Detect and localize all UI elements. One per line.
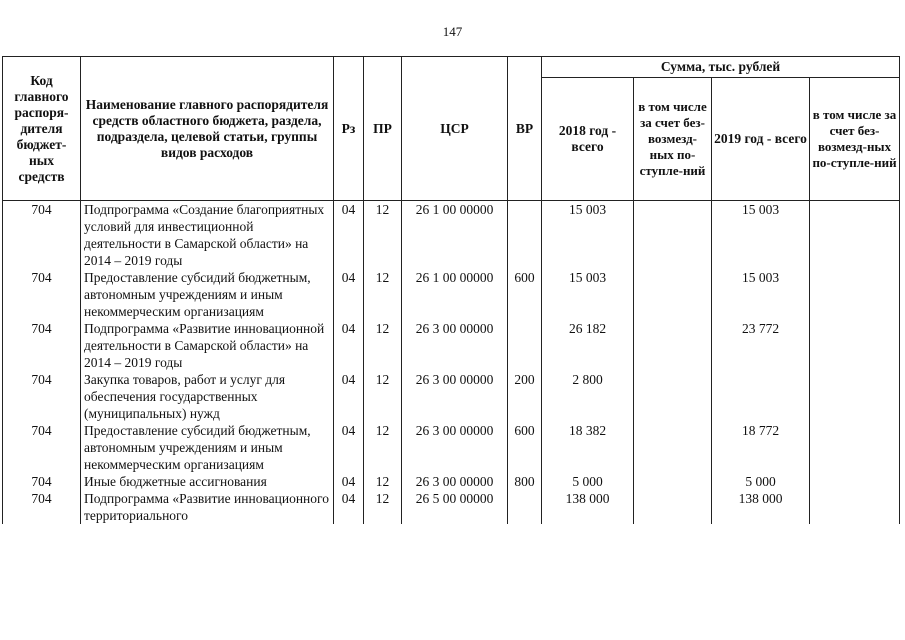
header-csr: ЦСР: [402, 57, 508, 201]
header-2018-total: 2018 год - всего: [542, 78, 634, 201]
row-rz: 04: [334, 269, 364, 320]
row-csr: 26 3 00 00000: [402, 320, 508, 371]
row-name: Подпрограмма «Создание благоприятных условий для инвестиционной деятельности в Самарской области» на 2014 – 2019 годы: [81, 201, 334, 270]
page-number: 147: [442, 24, 463, 39]
row-sum-2019: 18 772: [712, 422, 810, 473]
row-sum-2018: 15 003: [542, 201, 634, 270]
row-pr: 12: [364, 422, 402, 473]
row-sum-2018: 5 000: [542, 473, 634, 490]
header-sum-group: Сумма, тыс. рублей: [542, 57, 900, 78]
row-free-2018: [634, 320, 712, 371]
header-rz: Рз: [334, 57, 364, 201]
row-name: Закупка товаров, работ и услуг для обеспечения государственных (муниципальных) нужд: [81, 371, 334, 422]
row-sum-2018: 2 800: [542, 371, 634, 422]
row-sum-2019: 23 772: [712, 320, 810, 371]
table-row: [3, 371, 900, 422]
row-free-2018: [634, 201, 712, 270]
header-vr: ВР: [508, 57, 542, 201]
header-2018-free: в том числе за счет без-возмезд-ных по-ступле-ний: [634, 78, 712, 201]
table-row: [3, 201, 900, 270]
row-rz: 04: [334, 320, 364, 371]
row-vr: [508, 201, 542, 270]
row-csr: 26 3 00 00000: [402, 371, 508, 422]
row-free-2019: [810, 473, 900, 490]
row-name: Предоставление субсидий бюджетным, автономным учреждениям и иным некоммерческим организациям: [81, 269, 334, 320]
row-free-2019: [810, 320, 900, 371]
row-code: 704: [3, 201, 81, 270]
row-vr: 600: [508, 422, 542, 473]
row-rz: 04: [334, 201, 364, 270]
row-pr: 12: [364, 371, 402, 422]
table-row: [3, 490, 900, 524]
budget-table: [2, 56, 900, 524]
row-pr: 12: [364, 201, 402, 270]
row-name: Предоставление субсидий бюджетным, автономным учреждениям и иным некоммерческим организациям: [81, 422, 334, 473]
row-free-2018: [634, 490, 712, 524]
row-rz: 04: [334, 422, 364, 473]
row-name: Подпрограмма «Развитие инновационной деятельности в Самарской области» на 2014 – 2019 годы: [81, 320, 334, 371]
row-csr: 26 3 00 00000: [402, 473, 508, 490]
row-sum-2019: 138 000: [712, 490, 810, 524]
row-code: 704: [3, 422, 81, 473]
row-csr: 26 1 00 00000: [402, 269, 508, 320]
header-name: Наименование главного распорядителя средств областного бюджета, раздела, подраздела, целевой статьи, группы видов расходов: [81, 57, 334, 201]
row-name: Подпрограмма «Развитие инновационного территориального: [81, 490, 334, 524]
row-sum-2019: [712, 371, 810, 422]
table-row: [3, 320, 900, 371]
row-vr: 200: [508, 371, 542, 422]
table-row: [3, 473, 900, 490]
row-free-2019: [810, 422, 900, 473]
row-rz: 04: [334, 371, 364, 422]
row-name: Иные бюджетные ассигнования: [81, 473, 334, 490]
row-code: 704: [3, 473, 81, 490]
row-code: 704: [3, 490, 81, 524]
table-row: [3, 422, 900, 473]
row-code: 704: [3, 371, 81, 422]
row-csr: 26 1 00 00000: [402, 201, 508, 270]
row-free-2019: [810, 371, 900, 422]
row-free-2018: [634, 473, 712, 490]
row-free-2019: [810, 269, 900, 320]
row-free-2018: [634, 371, 712, 422]
row-sum-2019: 5 000: [712, 473, 810, 490]
header-code: Код главного распоря-дителя бюджет-ных средств: [3, 57, 81, 201]
row-free-2019: [810, 490, 900, 524]
row-sum-2018: 26 182: [542, 320, 634, 371]
table-body: [3, 201, 900, 525]
row-sum-2018: 18 382: [542, 422, 634, 473]
table-row: [3, 269, 900, 320]
row-vr: [508, 320, 542, 371]
row-vr: 800: [508, 473, 542, 490]
row-csr: 26 3 00 00000: [402, 422, 508, 473]
row-csr: 26 5 00 00000: [402, 490, 508, 524]
row-vr: 600: [508, 269, 542, 320]
row-sum-2018: 15 003: [542, 269, 634, 320]
row-pr: 12: [364, 269, 402, 320]
row-free-2018: [634, 422, 712, 473]
row-pr: 12: [364, 320, 402, 371]
row-code: 704: [3, 320, 81, 371]
row-pr: 12: [364, 490, 402, 524]
row-sum-2019: 15 003: [712, 201, 810, 270]
row-rz: 04: [334, 473, 364, 490]
header-pr: ПР: [364, 57, 402, 201]
row-sum-2018: 138 000: [542, 490, 634, 524]
row-rz: 04: [334, 490, 364, 524]
header-2019-total: 2019 год - всего: [712, 78, 810, 201]
row-pr: 12: [364, 473, 402, 490]
row-free-2019: [810, 201, 900, 270]
row-vr: [508, 490, 542, 524]
row-free-2018: [634, 269, 712, 320]
header-2019-free: в том числе за счет без-возмезд-ных по-ступле-ний: [810, 78, 900, 201]
row-sum-2019: 15 003: [712, 269, 810, 320]
row-code: 704: [3, 269, 81, 320]
